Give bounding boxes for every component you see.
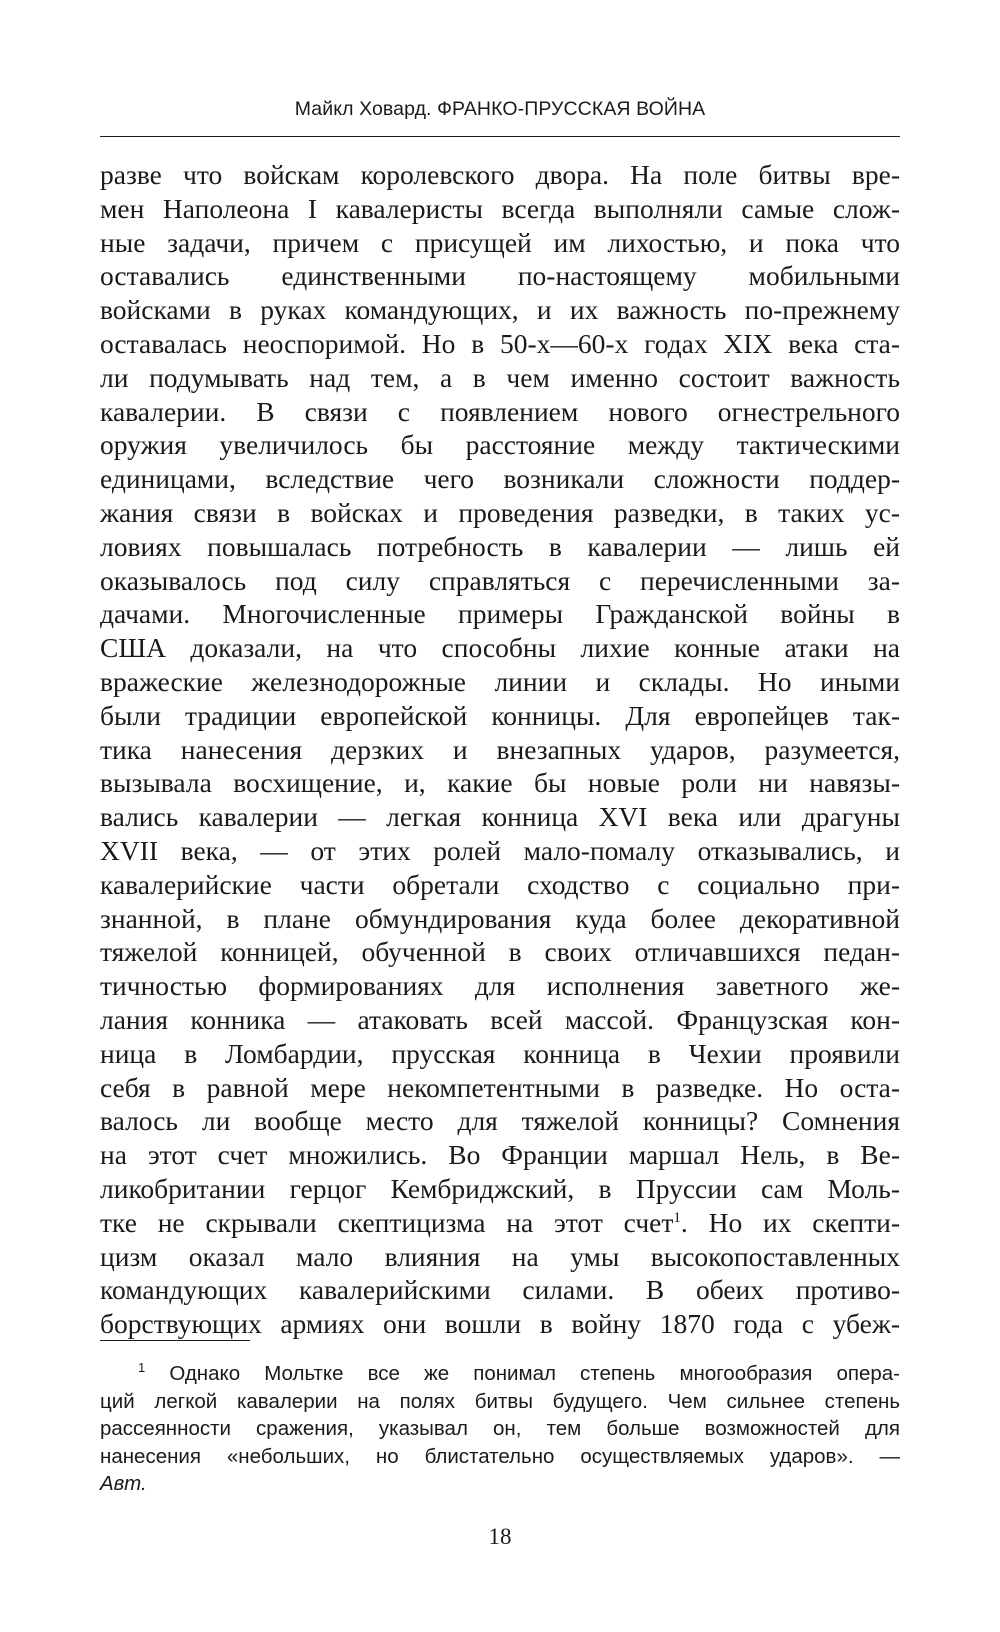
text-line: XVII века, — от этих ролей мало-помалу отказывались, и: [100, 834, 900, 866]
text-line-with-footnote-ref: [100, 1206, 900, 1240]
text-line: борствующих армиях они вошли в войну 1870 года с убеж-: [100, 1308, 900, 1340]
text-line: вызывала восхищение, и, какие бы новые роли ни навязы-: [100, 767, 900, 799]
footnote: [100, 1360, 900, 1498]
footnote-line: [100, 1360, 900, 1388]
running-header: Майкл Ховард. ФРАНКО-ПРУССКАЯ ВОЙНА: [294, 98, 706, 120]
text-line: мен Наполеона I кавалеристы всегда выполняли самые слож-: [100, 192, 900, 224]
footnote-rule: [100, 1340, 250, 1341]
text-line: ли подумывать над тем, а в чем именно состоит важность: [100, 361, 900, 393]
text-line: единицами, вследствие чего возникали сложности поддер-: [100, 463, 900, 495]
text-line: вражеские железнодорожные линии и склады. Но иными: [100, 665, 900, 697]
text-line: оказывалось под силу справляться с перечисленными за-: [100, 564, 900, 596]
text-line: себя в равной мере некомпетентными в разведке. Но оста-: [100, 1071, 900, 1103]
text-line: валось ли вообще место для тяжелой конницы? Сомнения: [100, 1105, 900, 1137]
text-line: жания связи в войсках и проведения разведки, в таких ус-: [100, 496, 900, 528]
text-line: кавалерии. В связи с появлением нового огнестрельного: [100, 395, 900, 427]
text-line: ные задачи, причем с присущей им лихостью, и пока что: [100, 226, 900, 258]
text-line: тика нанесения дерзких и внезапных ударов, разумеется,: [100, 733, 900, 765]
page-number: 18: [488, 1524, 512, 1549]
text-line: ловиях повышалась потребность в кавалерии — лишь ей: [100, 530, 900, 562]
text-line: оставались единственными по-настоящему мобильными: [100, 260, 900, 292]
footnote-text: Однако Мольтке все же понимал степень многообразия опера-: [169, 1362, 900, 1385]
text-line: США доказали, на что способны лихие конные атаки на: [100, 632, 900, 664]
text-fragment: . Но их скепти-: [680, 1206, 900, 1238]
text-line: были традиции европейской конницы. Для европейцев так-: [100, 699, 900, 731]
text-fragment: тке не скрывали скептицизма на этот счет: [100, 1206, 674, 1238]
text-line: ница в Ломбардии, прусская конница в Чехии проявили: [100, 1037, 900, 1069]
text-line: лания конника — атаковать всей массой. Французская кон-: [100, 1003, 900, 1035]
footnote-marker: 1: [138, 1360, 146, 1375]
text-line: войсками в руках командующих, и их важность по-прежнему: [100, 294, 900, 326]
text-line: вались кавалерии — легкая конница XVI века или драгуны: [100, 801, 900, 833]
footnote-line: ций легкой кавалерии на полях битвы будущего. Чем сильнее степень: [100, 1389, 900, 1413]
header-rule: [100, 136, 900, 137]
text-line: дачами. Многочисленные примеры Гражданской войны в: [100, 598, 900, 630]
footnote-line: нанесения «небольших, но блистательно осуществляемых ударов». —: [100, 1444, 900, 1468]
text-line: тяжелой конницей, обученной в своих отличавшихся педан-: [100, 936, 900, 968]
text-line: командующих кавалерийскими силами. В обеих противо-: [100, 1274, 900, 1306]
text-line: кавалерийские части обретали сходство с социально при-: [100, 868, 900, 900]
main-text: [100, 158, 900, 1341]
text-line: цизм оказал мало влияния на умы высокопоставленных: [100, 1240, 900, 1272]
text-line: разве что войскам королевского двора. На поле битвы вре-: [100, 159, 900, 190]
text-line: оставалась неоспоримой. Но в 50-х—60-х годах XIX века ста-: [100, 327, 900, 359]
footnote-attribution: Авт.: [100, 1472, 147, 1495]
text-line: ликобритании герцог Кембриджский, в Пруссии сам Моль-: [100, 1172, 900, 1204]
text-line: знанной, в плане обмундирования куда более декоративной: [100, 902, 900, 934]
text-line: тичностью формированиях для исполнения заветного же-: [100, 970, 900, 1002]
text-line: на этот счет множились. Во Франции маршал Нель, в Ве-: [100, 1139, 900, 1171]
text-line: оружия увеличилось бы расстояние между тактическими: [100, 429, 900, 461]
footnote-line: рассеянности сражения, указывал он, тем больше возможностей для: [100, 1417, 900, 1440]
footnote-reference[interactable]: 1: [673, 1209, 681, 1226]
